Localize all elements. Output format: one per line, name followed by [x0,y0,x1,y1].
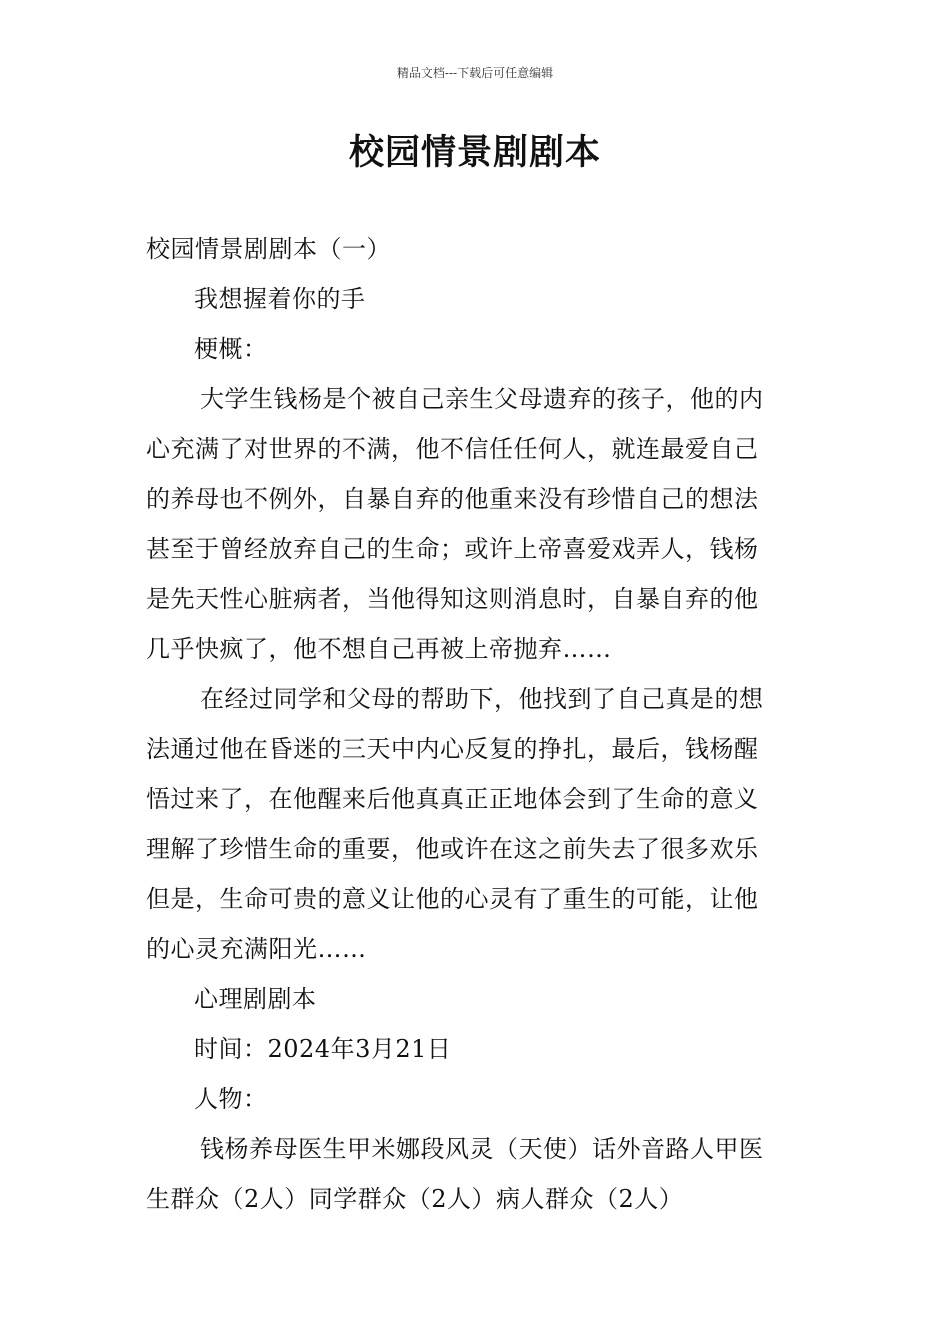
time-line: 时间：2024年3月21日 [194,1035,452,1063]
text-line: 钱杨养母医生甲米娜段风灵（天使）话外音路人甲医 [200,1135,764,1163]
text-line: 是先天性心脏病者，当他得知这则消息时，自暴自弃的他 [146,585,759,613]
text-line: 理解了珍惜生命的重要，他或许在这之前失去了很多欢乐 [146,835,759,863]
characters-label: 人物： [194,1085,268,1113]
text-line: 几乎快疯了，他不想自己再被上帝抛弃…… [146,635,612,663]
characters-paragraph [146,1124,806,1224]
text-line: 的养母也不例外，自暴自弃的他重来没有珍惜自己的想法 [146,485,759,513]
text-line: 的心灵充满阳光…… [146,935,367,963]
text-line: 但是，生命可贵的意义让他的心灵有了重生的可能，让他 [146,885,759,913]
synopsis-paragraph [146,374,806,674]
text-line: 悟过来了，在他醒来后他真真正正地体会到了生命的意义 [146,785,759,813]
text-line: 生群众（2人）同学群众（2人）病人群众（2人） [146,1185,684,1213]
recovery-paragraph [146,674,806,974]
play-title: 我想握着你的手 [194,285,366,313]
synopsis-label: 梗概： [194,335,268,363]
text-line: 在经过同学和父母的帮助下，他找到了自己真是的想 [200,685,764,713]
document-title: 校园情景剧剧本 [348,133,601,173]
text-line: 心充满了对世界的不满，他不信任任何人，就连最爱自己 [146,435,759,463]
text-line: 法通过他在昏迷的三天中内心反复的挣扎，最后，钱杨醒 [146,735,759,763]
text-line: 甚至于曾经放弃自己的生命；或许上帝喜爱戏弄人，钱杨 [146,535,759,563]
drama-type-label: 心理剧剧本 [194,985,317,1013]
document-body [146,224,806,1224]
page-header: 精品文档---下载后可任意编辑 [396,66,554,80]
section-heading: 校园情景剧剧本（一） [146,235,391,263]
text-line: 大学生钱杨是个被自己亲生父母遗弃的孩子，他的内 [200,385,764,413]
